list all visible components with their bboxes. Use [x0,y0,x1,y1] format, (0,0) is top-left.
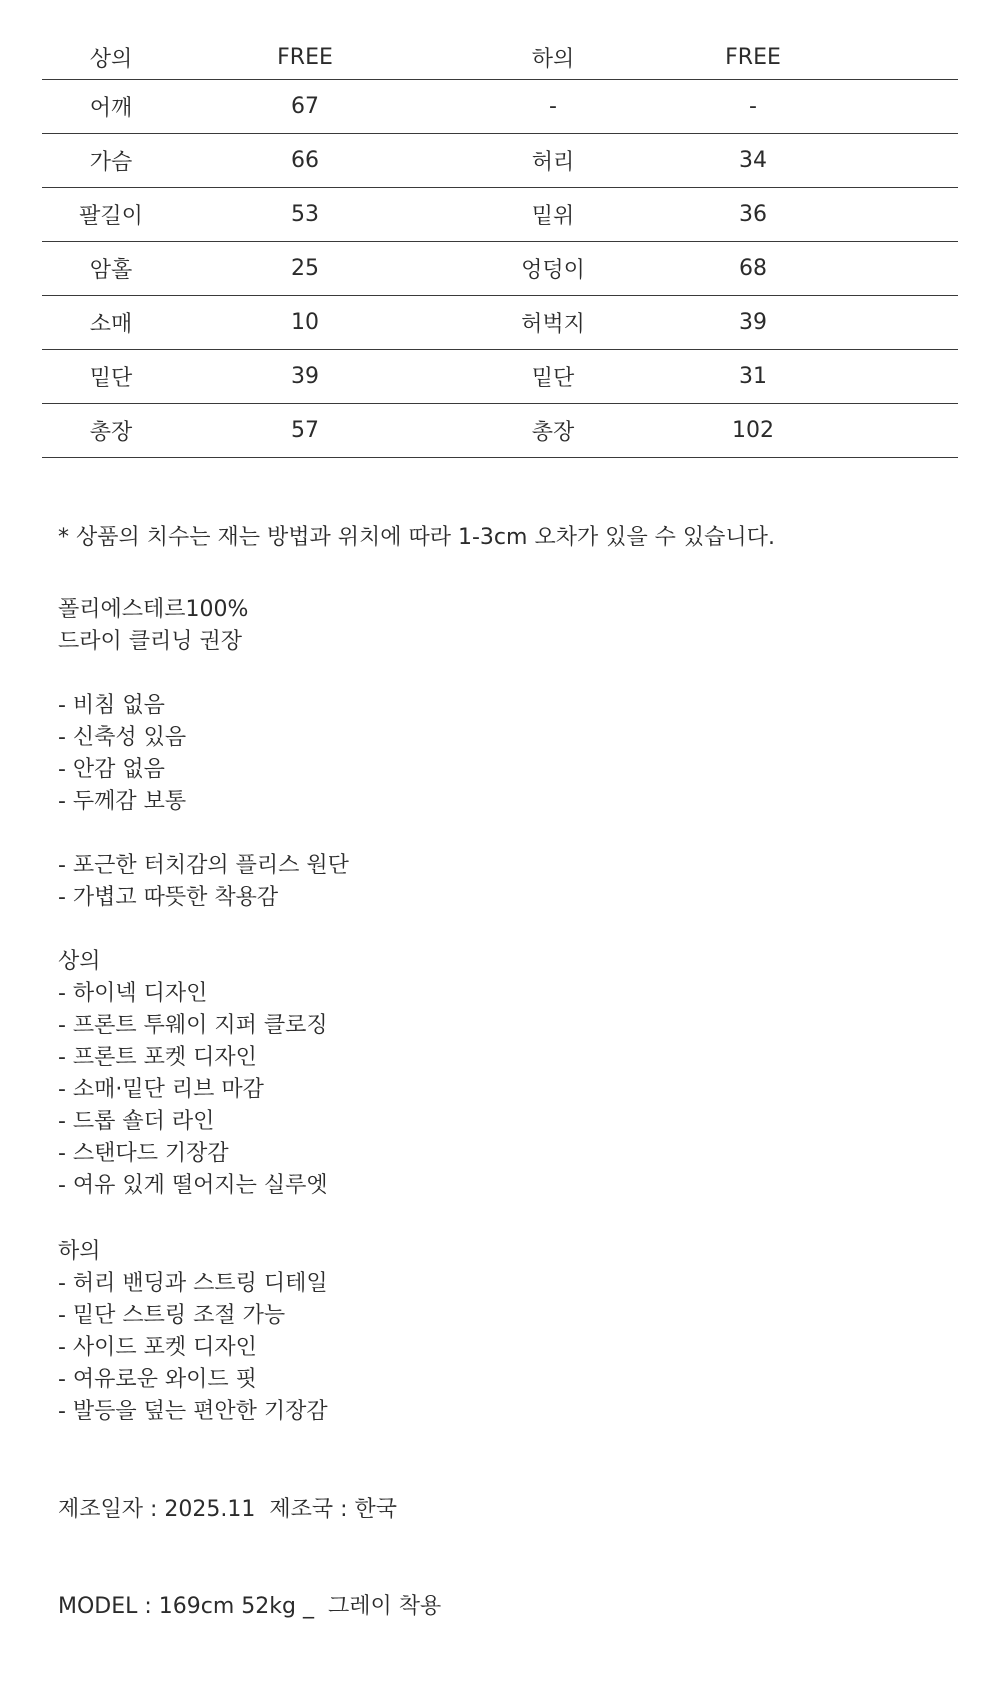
size-table-header-row [42,36,958,80]
list-item: - 신축성 있음 [58,725,187,750]
table-row [42,134,958,188]
list-item: - 소매·밑단 리브 마감 [58,1077,264,1102]
list-item: - 여유 있게 떨어지는 실루엣 [58,1173,328,1198]
bottom-measure-label: 엉덩이 [430,242,676,296]
list-item: - 허리 밴딩과 스트링 디테일 [58,1271,328,1296]
header-top-size: FREE [180,36,430,80]
list-item: - 드롭 숄더 라인 [58,1109,215,1134]
bottom-measure-value: 34 [676,134,830,188]
top-section-title: 상의 [58,949,101,974]
bottom-measure-label: - [430,80,676,134]
list-item: - 밑단 스트링 조절 가능 [58,1303,286,1328]
model-info: MODEL : 169cm 52kg _ 그레이 착용 [58,1594,442,1619]
care-instruction: 드라이 클리닝 권장 [58,629,243,654]
list-item: - 프론트 포켓 디자인 [58,1045,257,1070]
list-item: - 하이넥 디자인 [58,981,208,1006]
top-measure-value: 39 [180,350,430,404]
bottom-measure-label: 총장 [430,404,676,458]
row-spacer [830,188,958,242]
table-row [42,296,958,350]
bottom-measure-value: 39 [676,296,830,350]
row-spacer [830,296,958,350]
measurement-note: * 상품의 치수는 재는 방법과 위치에 따라 1-3cm 오차가 있을 수 있습니다. [58,525,775,550]
table-row [42,80,958,134]
top-measure-value: 53 [180,188,430,242]
fabric-feel-list [58,850,349,914]
top-measure-label: 밑단 [42,350,180,404]
header-top-label: 상의 [42,36,180,80]
list-item: - 스탠다드 기장감 [58,1141,229,1166]
bottom-measure-value: 36 [676,188,830,242]
table-row [42,188,958,242]
header-spacer [830,36,958,80]
top-measure-value: 25 [180,242,430,296]
bottom-measure-value: 102 [676,404,830,458]
list-item: - 발등을 덮는 편안한 기장감 [58,1399,328,1424]
list-item: - 포근한 터치감의 플리스 원단 [58,853,349,878]
list-item: - 프론트 투웨이 지퍼 클로징 [58,1013,328,1038]
bottom-measure-label: 밑단 [430,350,676,404]
row-spacer [830,404,958,458]
top-measure-value: 57 [180,404,430,458]
table-row [42,242,958,296]
row-spacer [830,134,958,188]
manufacture-info: 제조일자 : 2025.11 제조국 : 한국 [58,1497,398,1522]
list-item: - 안감 없음 [58,757,165,782]
top-details [58,946,328,1202]
list-item: - 두께감 보통 [58,789,187,814]
list-item: - 가볍고 따뜻한 착용감 [58,885,279,910]
bottom-measure-label: 허벅지 [430,296,676,350]
top-measure-label: 총장 [42,404,180,458]
top-measure-label: 어깨 [42,80,180,134]
header-bottom-size: FREE [676,36,830,80]
row-spacer [830,242,958,296]
table-row [42,350,958,404]
top-measure-value: 10 [180,296,430,350]
size-table [42,36,958,458]
table-row [42,404,958,458]
top-measure-label: 암홀 [42,242,180,296]
bottom-measure-value: 31 [676,350,830,404]
feature-list [58,690,186,818]
bottom-measure-label: 허리 [430,134,676,188]
bottom-section-title: 하의 [58,1239,101,1264]
row-spacer [830,80,958,134]
top-measure-value: 67 [180,80,430,134]
top-measure-label: 소매 [42,296,180,350]
list-item: - 비침 없음 [58,693,165,718]
header-bottom-label: 하의 [430,36,676,80]
list-item: - 여유로운 와이드 핏 [58,1367,257,1392]
bottom-measure-value: - [676,80,830,134]
row-spacer [830,350,958,404]
top-measure-label: 팔길이 [42,188,180,242]
fabric-composition: 폴리에스테르100% [58,597,249,622]
bottom-details [58,1236,328,1428]
bottom-measure-value: 68 [676,242,830,296]
list-item: - 사이드 포켓 디자인 [58,1335,257,1360]
bottom-measure-label: 밑위 [430,188,676,242]
material-info [58,594,248,658]
top-measure-value: 66 [180,134,430,188]
top-measure-label: 가슴 [42,134,180,188]
